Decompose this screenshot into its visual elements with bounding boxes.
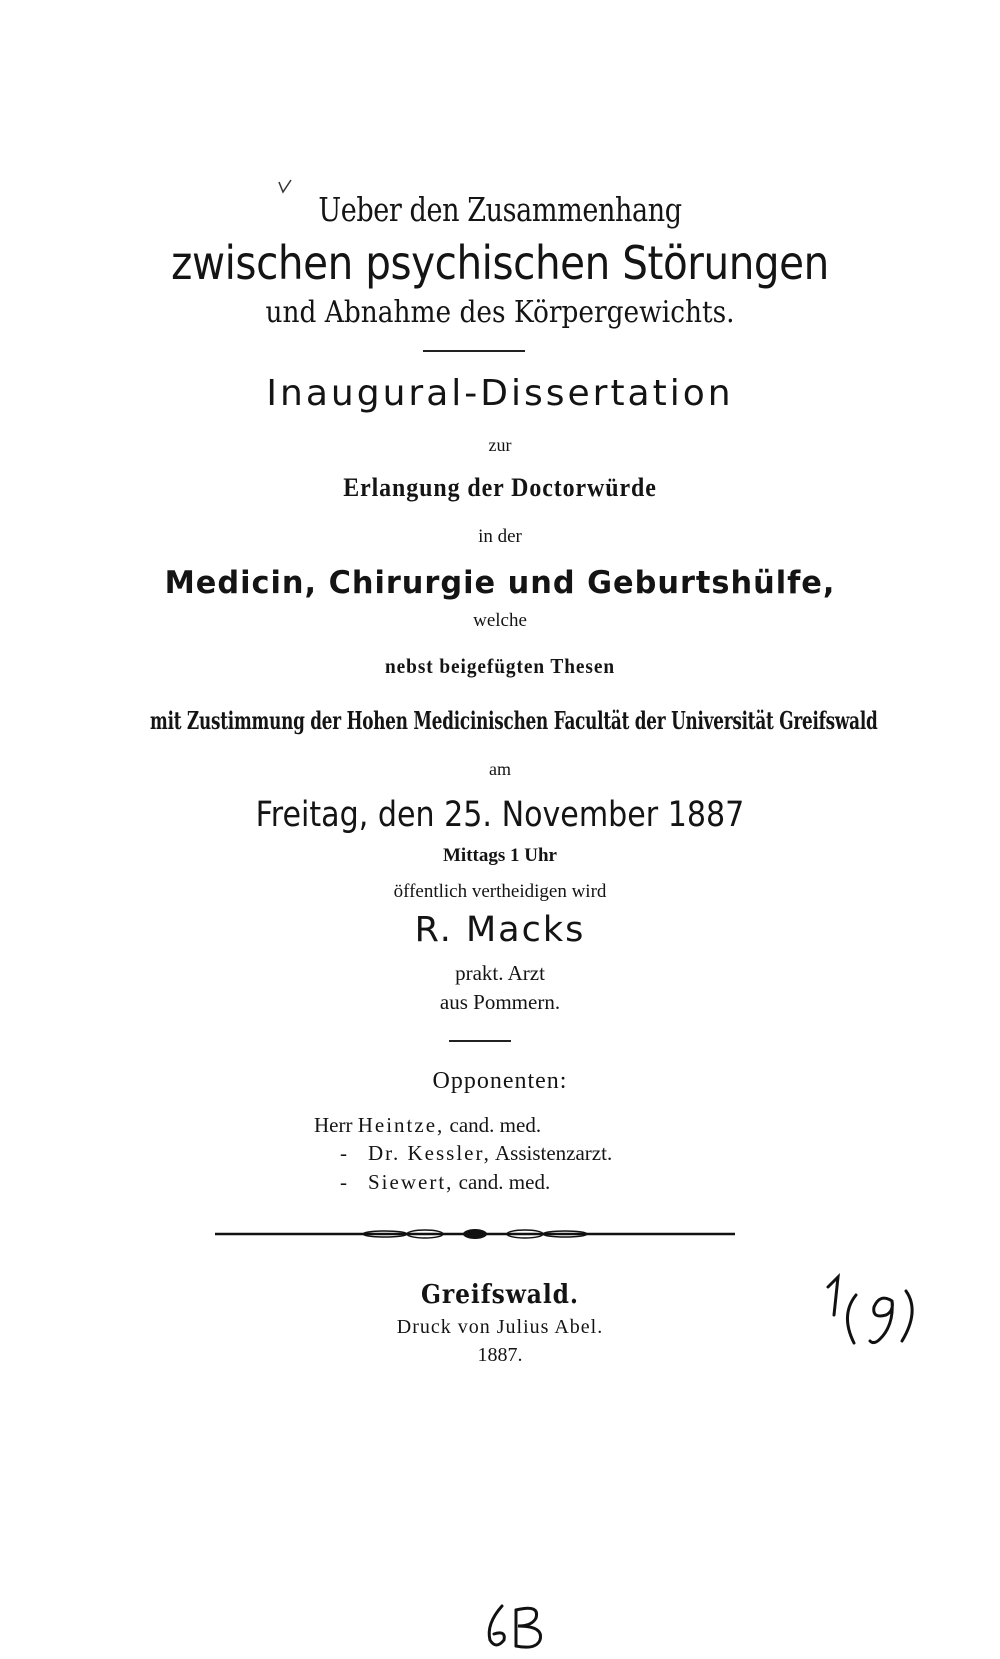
defense-time: Mittags 1 Uhr (443, 845, 557, 866)
opponent-role: cand. med. (449, 1113, 542, 1137)
dissertation-heading: Inaugural-Dissertation (266, 373, 734, 414)
thesen-text: nebst beigefügten Thesen (385, 654, 615, 678)
erlangung-text: Erlangung der Doctorwürde (343, 473, 657, 502)
handwritten-bottom-mark (480, 1600, 555, 1652)
title-line-2: zwischen psychischen Störungen (171, 236, 829, 290)
opponent-row (340, 1170, 550, 1195)
opponent-name: Dr. Kessler, (368, 1141, 491, 1165)
defense-date: Freitag, den 25. November 1887 (255, 795, 745, 835)
opponent-prefix: Herr (314, 1113, 353, 1137)
opponent-name: Heintze, (357, 1113, 445, 1137)
handwritten-tick-mark (275, 178, 297, 196)
imprint-city: Greifswald. (421, 1280, 579, 1310)
imprint-year: 1887. (477, 1344, 523, 1366)
divider-rule (423, 350, 525, 352)
welche-text: welche (473, 610, 527, 631)
in-der-text: in der (478, 526, 522, 547)
opponent-role: Assistenzarzt. (494, 1141, 613, 1165)
fields-text: Medicin, Chirurgie und Geburtshülfe, (164, 565, 836, 601)
author-title: prakt. Arzt (455, 961, 545, 985)
title-line-3: und Abnahme des Körpergewichts. (265, 295, 735, 330)
opponent-prefix: - (340, 1170, 347, 1194)
opponent-prefix: - (340, 1141, 347, 1165)
opponent-row (340, 1141, 612, 1166)
opponent-row (314, 1113, 541, 1138)
defend-text: öffentlich vertheidigen wird (393, 881, 607, 902)
author-origin: aus Pommern. (439, 990, 561, 1014)
opponent-name: Siewert, (368, 1170, 454, 1194)
am-text: am (489, 759, 511, 779)
handwritten-shelf-mark (820, 1265, 930, 1350)
zustimmung-text: mit Zustimmung der Hohen Medicinischen Facultät der Universität Greifswald (150, 706, 878, 735)
opponents-heading: Opponenten: (432, 1068, 568, 1094)
opponent-role: cand. med. (458, 1170, 551, 1194)
divider-rule (449, 1040, 511, 1042)
imprint-printer: Druck von Julius Abel. (396, 1316, 604, 1338)
title-line-1: Ueber den Zusammenhang (318, 190, 682, 229)
author-name: R. Macks (414, 910, 586, 950)
zur-text: zur (488, 435, 512, 455)
ornamental-rule (215, 1228, 735, 1240)
